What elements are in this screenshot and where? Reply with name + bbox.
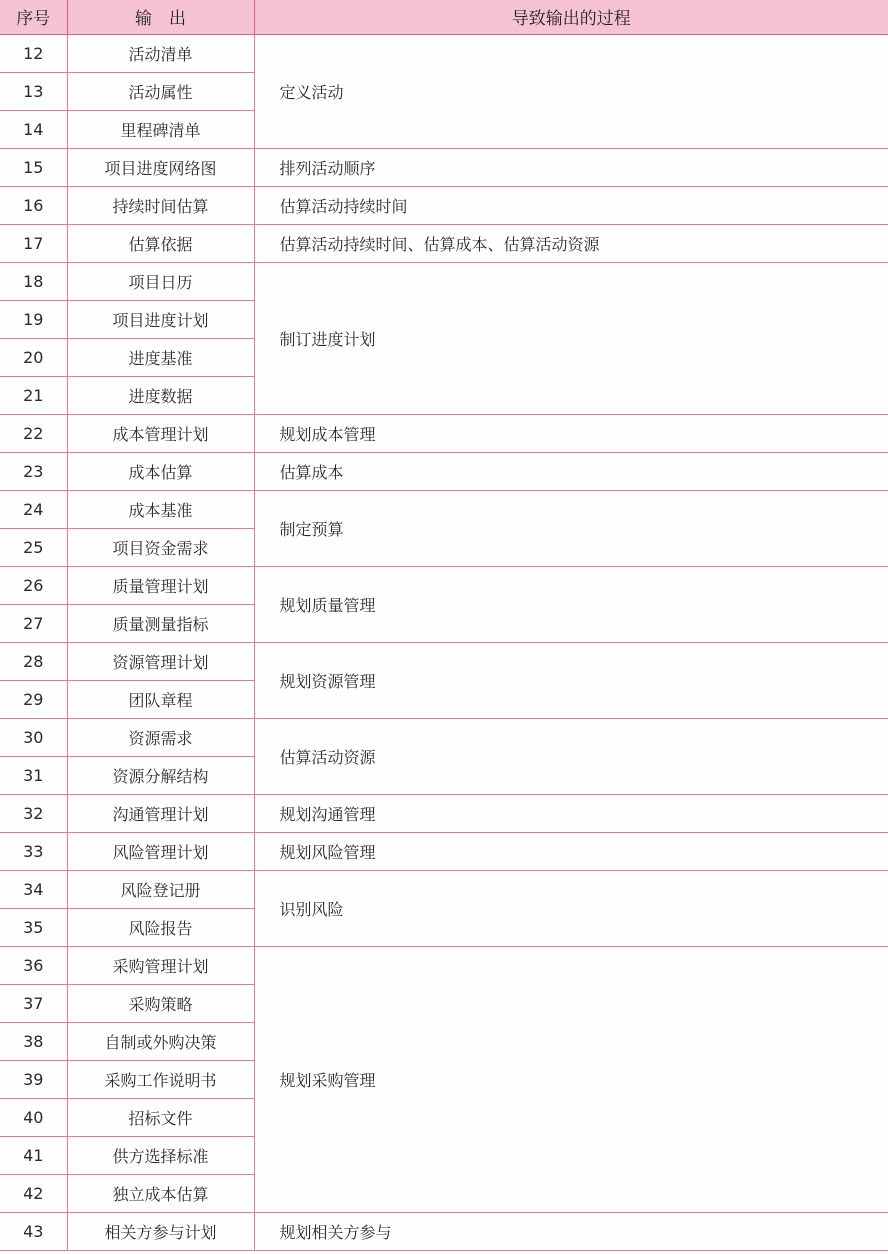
row-index: 22 [0, 414, 67, 452]
table-row [0, 832, 888, 870]
row-index: 42 [0, 1174, 67, 1212]
row-process: 规划风险管理 [254, 832, 888, 870]
table-row [0, 148, 888, 186]
row-output: 成本管理计划 [67, 414, 254, 452]
row-process: 规划采购管理 [254, 946, 888, 1212]
row-output: 团队章程 [67, 680, 254, 718]
table-row [0, 490, 888, 528]
row-output: 资源管理计划 [67, 642, 254, 680]
table-row [0, 718, 888, 756]
row-process: 估算活动持续时间 [254, 186, 888, 224]
table-row [0, 870, 888, 908]
row-index: 32 [0, 794, 67, 832]
row-index: 12 [0, 34, 67, 72]
row-output: 活动清单 [67, 34, 254, 72]
header-index: 序号 [0, 0, 67, 34]
row-output: 风险管理计划 [67, 832, 254, 870]
row-index: 23 [0, 452, 67, 490]
table-row [0, 452, 888, 490]
row-output: 成本估算 [67, 452, 254, 490]
row-output: 估算依据 [67, 224, 254, 262]
row-process: 估算成本 [254, 452, 888, 490]
row-output: 项目进度网络图 [67, 148, 254, 186]
table-row [0, 186, 888, 224]
row-output: 进度数据 [67, 376, 254, 414]
row-index: 21 [0, 376, 67, 414]
row-index: 13 [0, 72, 67, 110]
row-process: 规划相关方参与 [254, 1212, 888, 1250]
header-process: 导致输出的过程 [254, 0, 888, 34]
row-index: 34 [0, 870, 67, 908]
table-row [0, 566, 888, 604]
row-output: 独立成本估算 [67, 1174, 254, 1212]
row-index: 16 [0, 186, 67, 224]
row-output: 风险登记册 [67, 870, 254, 908]
row-index: 24 [0, 490, 67, 528]
row-index: 14 [0, 110, 67, 148]
row-index: 29 [0, 680, 67, 718]
table-row [0, 1212, 888, 1250]
row-index: 20 [0, 338, 67, 376]
row-process: 估算活动持续时间、估算成本、估算活动资源 [254, 224, 888, 262]
row-index: 33 [0, 832, 67, 870]
row-process: 规划资源管理 [254, 642, 888, 718]
row-index: 17 [0, 224, 67, 262]
row-output: 质量管理计划 [67, 566, 254, 604]
row-output: 风险报告 [67, 908, 254, 946]
row-index: 26 [0, 566, 67, 604]
row-index: 19 [0, 300, 67, 338]
row-output: 采购工作说明书 [67, 1060, 254, 1098]
row-process: 估算活动资源 [254, 718, 888, 794]
row-output: 资源分解结构 [67, 756, 254, 794]
table-header-row [0, 0, 888, 34]
row-output: 采购管理计划 [67, 946, 254, 984]
row-output: 里程碑清单 [67, 110, 254, 148]
row-output: 项目日历 [67, 262, 254, 300]
row-output: 持续时间估算 [67, 186, 254, 224]
row-output: 资源需求 [67, 718, 254, 756]
table-row [0, 224, 888, 262]
row-process: 规划沟通管理 [254, 794, 888, 832]
row-index: 27 [0, 604, 67, 642]
row-index: 36 [0, 946, 67, 984]
row-output: 成本基准 [67, 490, 254, 528]
row-output: 质量测量指标 [67, 604, 254, 642]
row-process: 规划质量管理 [254, 566, 888, 642]
row-output: 进度基准 [67, 338, 254, 376]
row-index: 41 [0, 1136, 67, 1174]
row-index: 31 [0, 756, 67, 794]
row-index: 35 [0, 908, 67, 946]
row-output: 活动属性 [67, 72, 254, 110]
row-process: 规划成本管理 [254, 414, 888, 452]
header-output: 输 出 [67, 0, 254, 34]
row-index: 43 [0, 1212, 67, 1250]
row-process: 制定预算 [254, 490, 888, 566]
row-process: 定义活动 [254, 34, 888, 148]
row-index: 38 [0, 1022, 67, 1060]
row-output: 项目资金需求 [67, 528, 254, 566]
row-process: 制订进度计划 [254, 262, 888, 414]
table-row [0, 262, 888, 300]
row-output: 采购策略 [67, 984, 254, 1022]
row-index: 28 [0, 642, 67, 680]
row-index: 25 [0, 528, 67, 566]
row-output: 相关方参与计划 [67, 1212, 254, 1250]
row-process: 排列活动顺序 [254, 148, 888, 186]
table-row [0, 642, 888, 680]
row-output: 沟通管理计划 [67, 794, 254, 832]
row-output: 招标文件 [67, 1098, 254, 1136]
row-index: 30 [0, 718, 67, 756]
table-row [0, 414, 888, 452]
row-index: 15 [0, 148, 67, 186]
table-row [0, 946, 888, 984]
row-output: 供方选择标准 [67, 1136, 254, 1174]
row-index: 18 [0, 262, 67, 300]
row-index: 40 [0, 1098, 67, 1136]
row-output: 项目进度计划 [67, 300, 254, 338]
row-output: 自制或外购决策 [67, 1022, 254, 1060]
table-row [0, 794, 888, 832]
table-row [0, 34, 888, 72]
row-index: 39 [0, 1060, 67, 1098]
row-process: 识别风险 [254, 870, 888, 946]
row-index: 37 [0, 984, 67, 1022]
